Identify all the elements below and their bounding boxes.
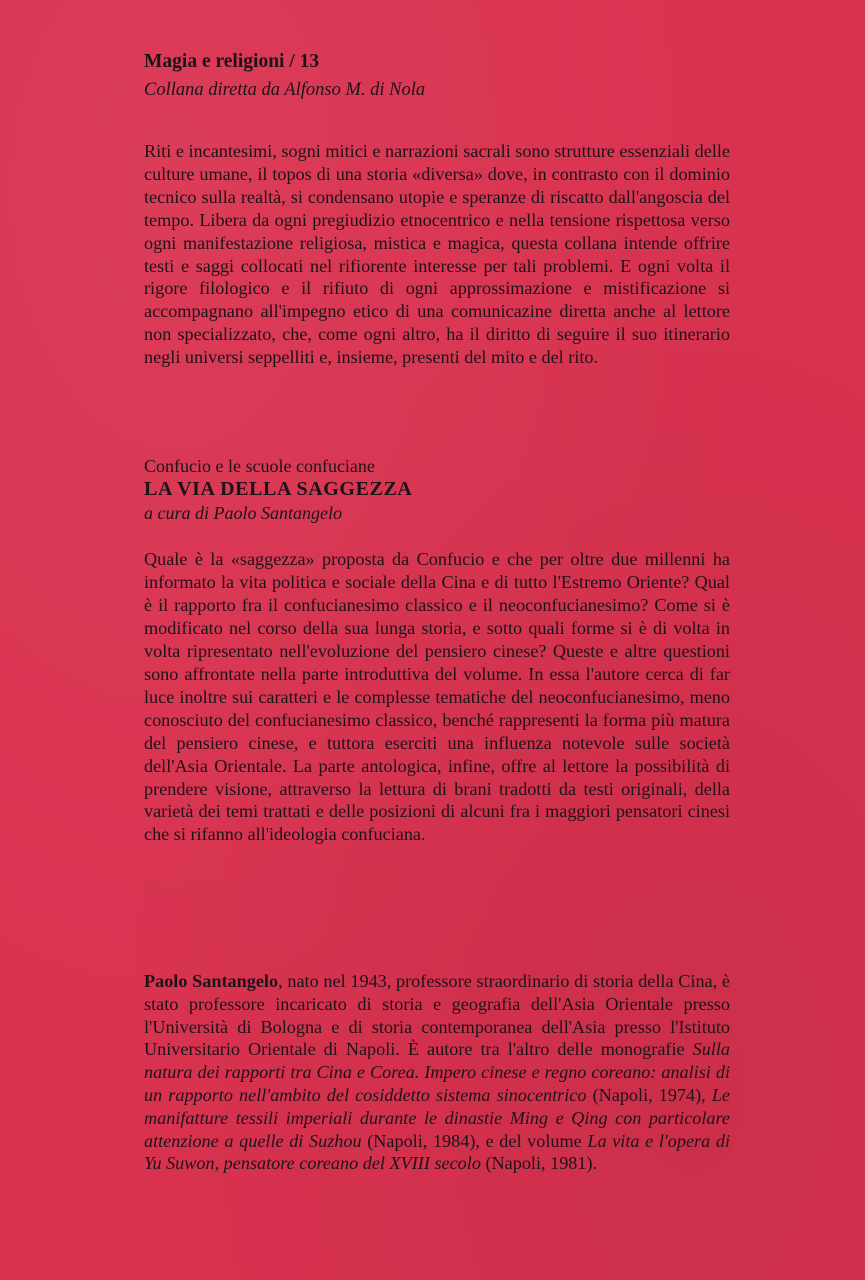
author-work-1: Sulla natura dei rapporti tra Cina e Corea. Impero cinese e regno coreano: analisi di un rapporto nell'ambito del cosiddetto sistema sinocentrico [144, 1039, 730, 1105]
book-subtitle: Confucio e le scuole confuciane [144, 456, 375, 476]
author-bio-text-1: , nato nel 1943, professore straordinario di storia della Cina, è stato professore incaricato di storia e geografia dell'Asia Orientale presso l'Università di Bologna e di storia contemporanea dell'Asia presso l'Istituto Universitario Orientale di Napoli. È autore tra l'altro delle monografie [144, 971, 730, 1060]
series-description: Riti e incantesimi, sogni mitici e narrazioni sacrali sono strutture essenziali delle culture umane, il topos di una storia «diversa» dove, in contrasto con il dominio tecnico sulla realtà, si condensano utopie e speranze di riscatto dall'angoscia del tempo. Libera da ogni pregiudizio etnocentrico e nella tensione rispettosa verso ogni manifestazione religiosa, mistica e magica, questa collana intende offrire testi e saggi collocati nel rifiorente interesse per tali problemi. E ogni volta il rigore filologico e il rifiuto di ogni approssimazione e mistificazione si accompagnano all'impegno etico di una comunicazine diretta anche al lettore non specializzato, che, come ogni altro, ha il diritto di seguire il suo itinerario negli universi seppelliti e, insieme, presenti del mito e del rito. [144, 141, 730, 368]
author-bio-text-4: (Napoli, 1981). [480, 1153, 598, 1174]
series-title: Magia e religioni / 13 [144, 51, 320, 72]
book-editor: a cura di Paolo Santangelo [144, 503, 342, 523]
series-editor: Collana diretta da Alfonso M. di Nola [144, 80, 426, 100]
author-bio [144, 970, 730, 1175]
author-bio-text-2: (Napoli, 1974), [586, 1084, 712, 1105]
author-name: Paolo Santangelo [144, 971, 279, 991]
author-work-2: Le manifatture tessili imperiali durante le dinastie Ming e Qing con particolare attenzione a quelle di Suzhou [144, 1084, 730, 1151]
book-description: Quale è la «saggezza» proposta da Confucio e che per oltre due millenni ha informato la vita politica e sociale della Cina e di tutto l'Estremo Oriente? Qual è il rapporto fra il confucianesimo classico e il neoconfucianesimo? Come si è modificato nel corso della sua lunga storia, e sotto quali forme si è di volta in volta ripresentato nell'evoluzione del pensiero cinese? Queste e altre questioni sono affrontate nella parte introduttiva del volume. In essa l'autore cerca di far luce inoltre sui caratteri e le complesse tematiche del neoconfucianesimo, meno conosciuto del confucianesimo classico, benché rappresenti la forma più matura del pensiero cinese, e tuttora eserciti una influenza notevole sulle società dell'Asia Orientale. La parte antologica, infine, offre al lettore la possibilità di prendere visione, attraverso la lettura di brani tradotti da testi originali, della varietà dei temi trattati e delle posizioni di alcuni fra i maggiori pensatori cinesi che si rifanno all'ideologia confuciana. [144, 549, 730, 845]
book-title: LA VIA DELLA SAGGEZZA [144, 478, 413, 500]
author-work-3: La vita e l'opera di Yu Suwon, pensatore coreano del XVIII secolo [144, 1130, 731, 1174]
author-bio-text-3: (Napoli, 1984), e del volume [361, 1130, 588, 1151]
